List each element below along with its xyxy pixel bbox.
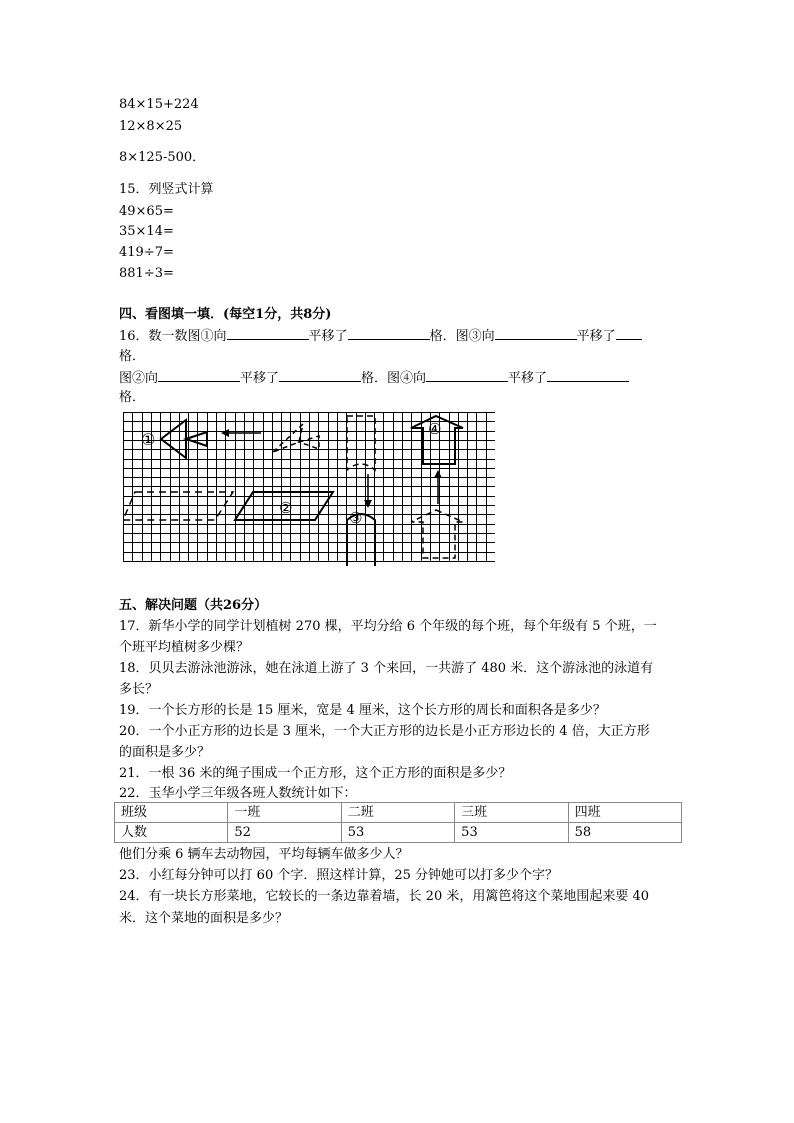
q18-line-1: 18．贝贝去游泳池游泳，她在泳道上游了 3 个来回，一共游了 480 米．这个游泳池的泳道有 (119, 661, 654, 676)
blank-4[interactable] (616, 326, 642, 340)
table-cell: 一班 (228, 803, 341, 823)
q20-line-1: 20．一个小正方形的边长是 3 厘米，一个大正方形的边长是小正方形边长的 4 倍，大正方形 (119, 724, 650, 739)
blank-3[interactable] (495, 326, 577, 340)
figure3-label: ③ (349, 509, 363, 527)
q16-text-4: 平移了 (576, 329, 616, 344)
q20-line-2: 的面积是多少？ (119, 745, 211, 760)
table-row (115, 823, 682, 843)
blank-5[interactable] (158, 368, 240, 382)
calc-line-3: 8×125-500． (119, 150, 206, 165)
table-cell: 人数 (115, 823, 228, 843)
q15-item-2: 35×14= (119, 224, 174, 239)
q22-intro: 22．玉华小学三年级各班人数统计如下： (119, 786, 357, 801)
q18-line-2: 多长？ (119, 682, 159, 697)
blank-1[interactable] (227, 326, 309, 340)
calc-line-1: 84×15+224 (119, 97, 199, 112)
q16-text-10: 格． (119, 390, 146, 405)
q16-text-6: 图②向 (119, 371, 159, 386)
section4-heading: 四、看图填一填．(每空1分，共8分) (119, 307, 332, 322)
figure1-triangle-small (186, 432, 207, 446)
q22-question: 他们分乘 6 辆车去动物园，平均每辆车做多少人？ (119, 847, 409, 862)
translation-grid-figure (123, 412, 495, 568)
q21-line-1: 21．一根 36 米的绳子围成一个正方形，这个正方形的面积是多少？ (119, 766, 512, 781)
table-row (115, 803, 682, 823)
arrow-up-head (434, 470, 442, 478)
q15-title: 15．列竖式计算 (119, 182, 214, 197)
section5-heading: 五、解决问题（共26分） (119, 598, 268, 613)
blank-2[interactable] (348, 326, 430, 340)
figure1-triangle-large (161, 420, 186, 458)
figure3-original-dashed (347, 416, 375, 470)
figure1-label: ① (141, 430, 156, 449)
calc-line-2: 12×8×25 (119, 119, 183, 134)
q24-line-2: 米．这个菜地的面积是多少？ (119, 911, 289, 926)
figure4-label: ④ (428, 420, 442, 438)
q16-text-9: 平移了 (508, 371, 548, 386)
blank-6[interactable] (279, 368, 361, 382)
table-cell: 53 (455, 823, 568, 843)
q16-line-3 (119, 368, 629, 389)
q16-text-1: 16．数一数图①向 (119, 329, 227, 344)
q15-item-3: 419÷7= (119, 245, 174, 260)
q17-line-1: 17．新华小学的同学计划植树 270 棵，平均分给 6 个年级的每个班，每个年级有 5 个班，一 (119, 619, 657, 634)
q17-line-2: 个班平均植树多少棵？ (119, 640, 250, 655)
q24-line-1: 24．有一块长方形菜地，它较长的一条边靠着墙，长 20 米，用篱笆将这个菜地围起来要 40 (119, 889, 650, 904)
q23-line-1: 23．小红每分钟可以打 60 个字．照这样计算，25 分钟她可以打多少个字？ (119, 868, 559, 883)
table-cell: 52 (228, 823, 341, 843)
q16-text-3: 格．图③向 (429, 329, 495, 344)
blank-7[interactable] (426, 368, 508, 382)
blank-8[interactable] (547, 368, 629, 382)
q16-text-8: 格．图④向 (361, 371, 427, 386)
q15-item-4: 881÷3= (119, 266, 174, 281)
table-cell: 四班 (568, 803, 681, 823)
table-cell: 53 (341, 823, 454, 843)
q16-text-2: 平移了 (308, 329, 348, 344)
table-cell: 二班 (341, 803, 454, 823)
q19-line-1: 19．一个长方形的长是 15 厘米，宽是 4 厘米，这个长方形的周长和面积各是多少？ (119, 703, 606, 718)
figure2-label: ② (279, 499, 293, 517)
q15-item-1: 49×65= (119, 204, 174, 219)
table-cell: 三班 (455, 803, 568, 823)
table-cell: 58 (568, 823, 681, 843)
table-cell: 班级 (115, 803, 228, 823)
figure1-moved-large (273, 424, 303, 452)
class-stats-table (114, 802, 682, 843)
q16-text-7: 平移了 (240, 371, 280, 386)
q16-line-1 (119, 326, 642, 347)
q16-text-5: 格． (119, 349, 146, 364)
